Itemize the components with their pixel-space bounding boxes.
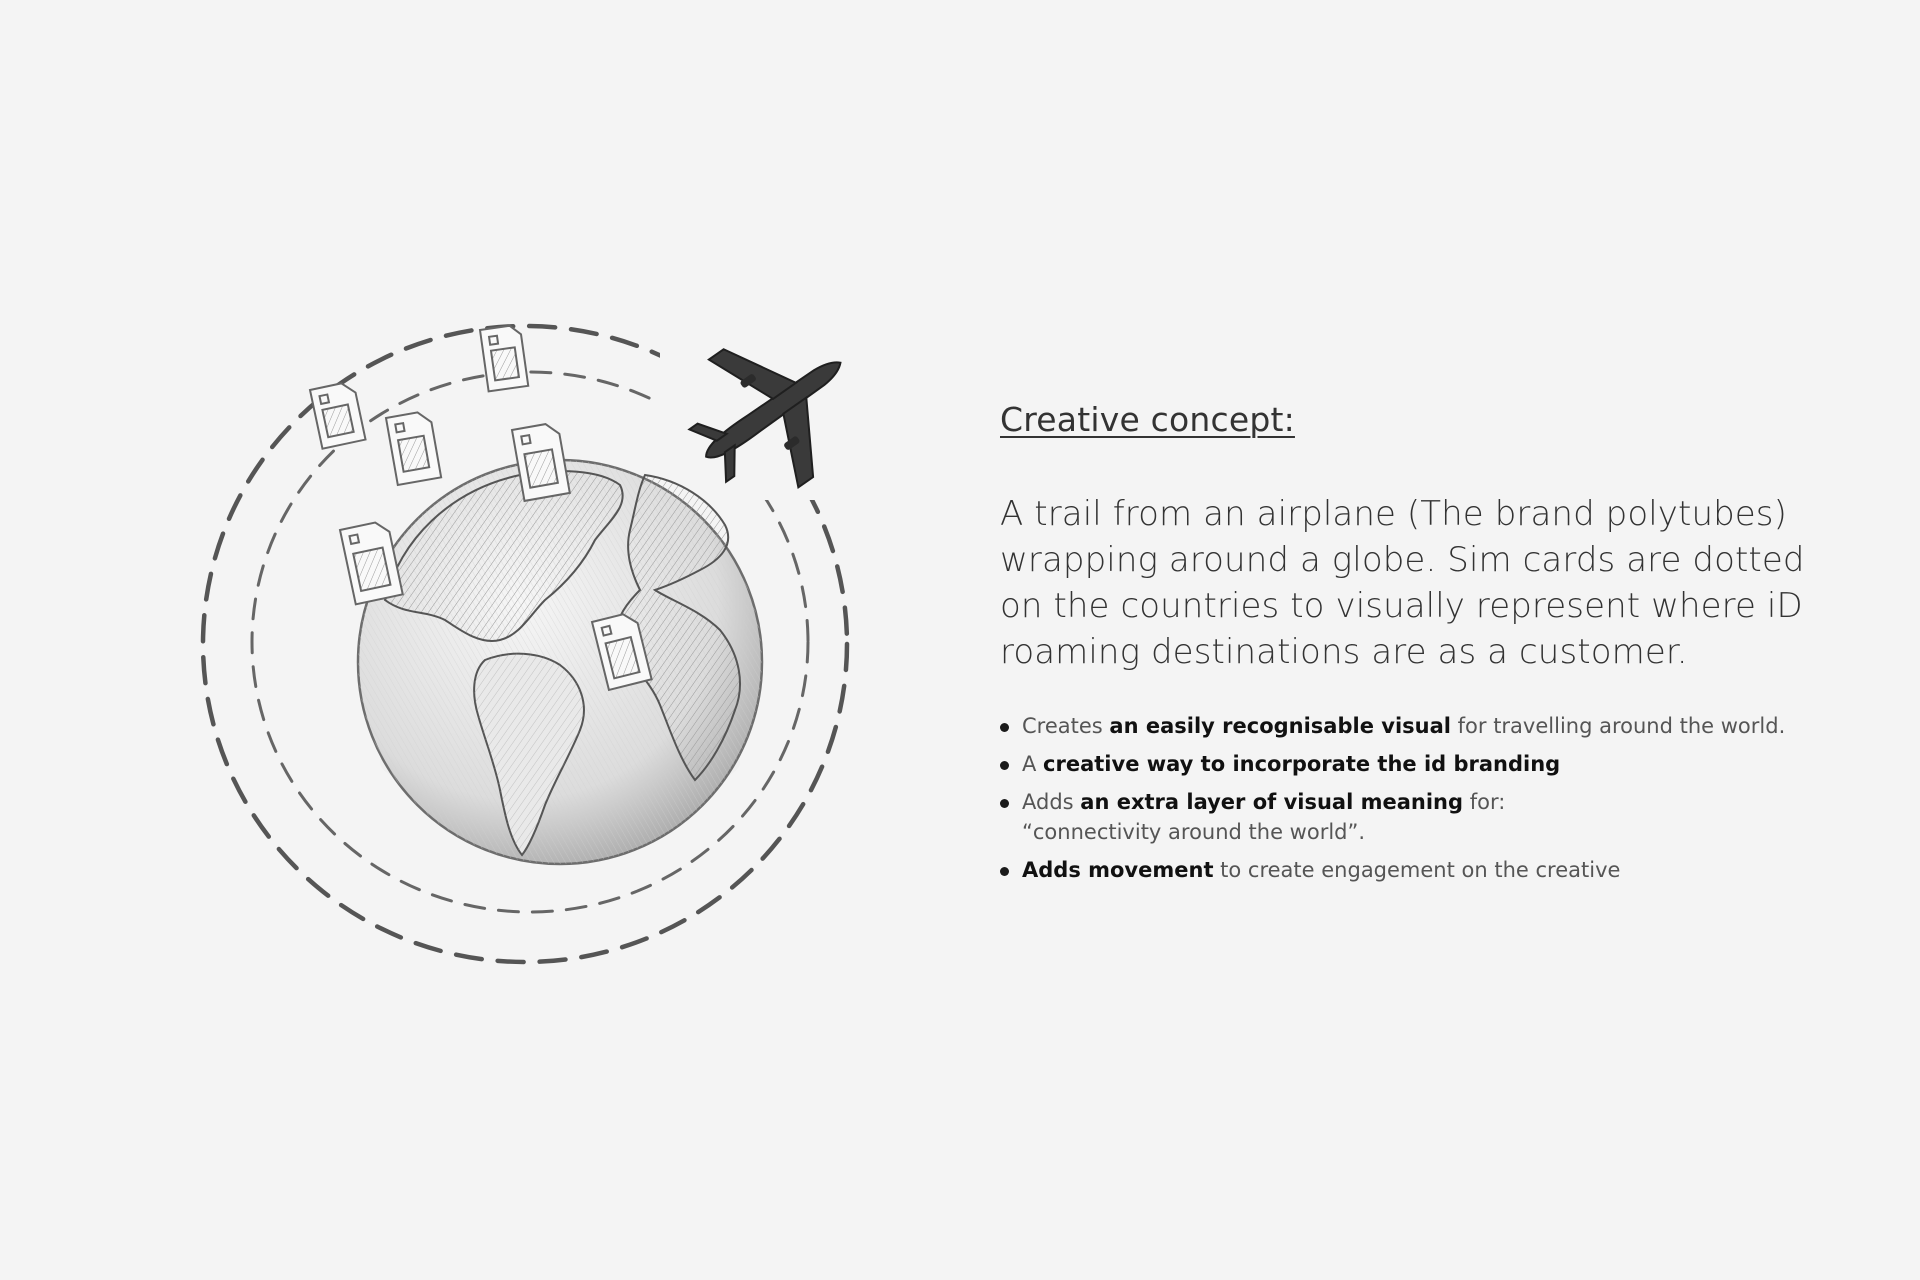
concept-description: A trail from an airplane (The brand polytubes) wrapping around a globe. Sim cards are dotted on the countries to visually represent where iD roaming destinations are as a customer. [1000, 494, 1805, 672]
bullet-dot-icon [1000, 761, 1009, 770]
list-item: Adds an extra layer of visual meaning for: “connectivity around the world”. [1000, 787, 1820, 847]
sim-card-icon [310, 381, 366, 449]
sim-card-icon [340, 520, 403, 604]
list-item-continuation: “connectivity around the world”. [1022, 820, 1366, 844]
globe-icon [358, 460, 762, 864]
globe-illustration [200, 300, 900, 980]
sim-card-icon [386, 410, 441, 485]
list-item: Adds movement to create engagement on the creative [1000, 855, 1820, 885]
concept-heading: Creative concept: [1000, 400, 1295, 439]
creative-concept-panel [1000, 400, 1820, 893]
illustration-svg [200, 300, 900, 980]
bullet-dot-icon [1000, 867, 1009, 876]
bullet-dot-icon [1000, 799, 1009, 808]
concept-bullet-list [1000, 711, 1820, 885]
bullet-dot-icon [1000, 723, 1009, 732]
sim-card-icon [480, 324, 528, 391]
list-item: A creative way to incorporate the id branding [1000, 749, 1820, 779]
list-item: Creates an easily recognisable visual for travelling around the world. [1000, 711, 1820, 741]
